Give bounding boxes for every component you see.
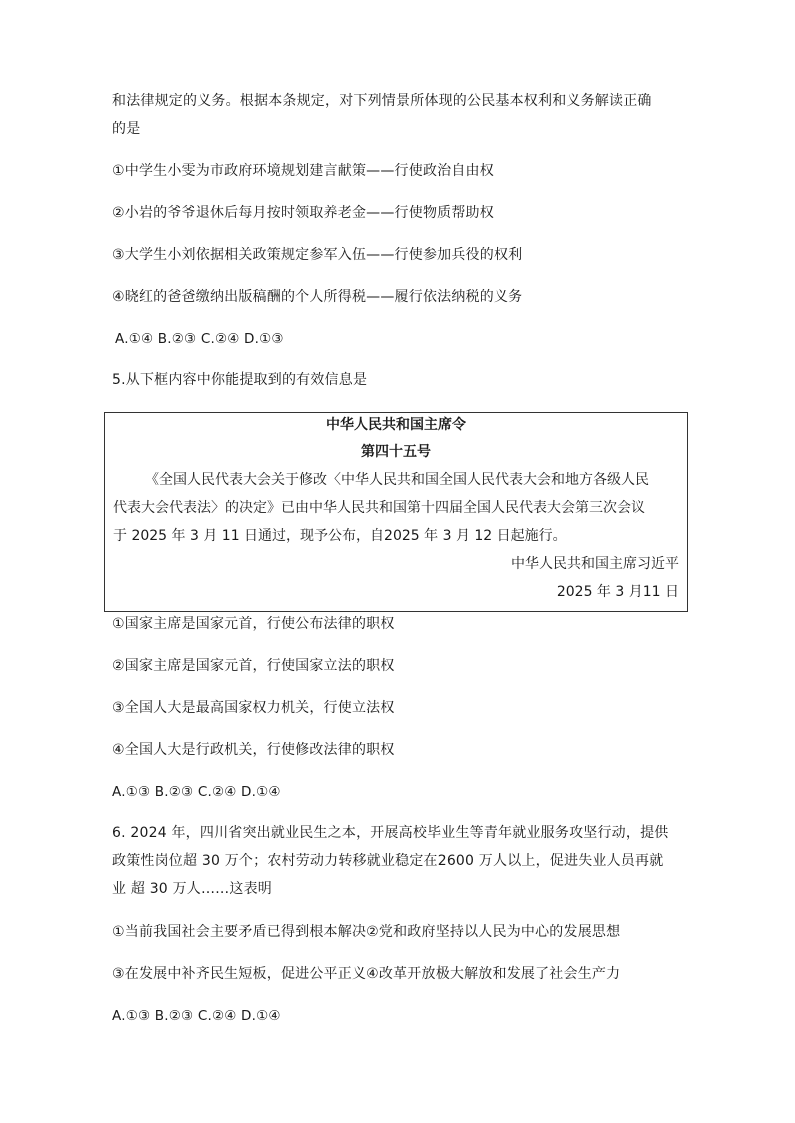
- decree-signature: 中华人民共和国主席习近平: [511, 556, 679, 572]
- q4-stem-line1: 和法律规定的义务。根据本条规定，对下列情景所体现的公民基本权利和义务解读正确: [112, 93, 652, 109]
- decree-title: 中华人民共和国主席令: [326, 417, 466, 433]
- decree-body-line2: 代表大会代表法〉的决定》已由中华人民共和国第十四届全国人民代表大会第三次会议: [113, 500, 645, 516]
- q6-items-line2: ③在发展中补齐民生短板，促进公平正义④改革开放极大解放和发展了社会生产力: [112, 966, 621, 982]
- q6-stem-line1: 6. 2024 年，四川省突出就业民生之本，开展高校毕业生等青年就业服务攻坚行动，提供: [112, 825, 669, 841]
- q5-item-2: ②国家主席是国家元首，行使国家立法的职权: [112, 658, 395, 674]
- q5-options: A.①③ B.②③ C.②④ D.①④: [112, 784, 281, 800]
- q4-item-2: ②小岩的爷爷退休后每月按时领取养老金——行使物质帮助权: [112, 205, 494, 221]
- q5-item-1: ①国家主席是国家元首，行使公布法律的职权: [112, 616, 395, 632]
- q4-item-4: ④晓红的爸爸缴纳出版稿酬的个人所得税——履行依法纳税的义务: [112, 289, 523, 305]
- q6-options: A.①③ B.②③ C.②④ D.①④: [112, 1008, 281, 1024]
- q4-item-1: ①中学生小雯为市政府环境规划建言献策——行使政治自由权: [112, 163, 494, 179]
- decree-body-line1: 《全国人民代表大会关于修改〈中华人民共和国全国人民代表大会和地方各级人民: [145, 472, 649, 488]
- q4-options: A.①④ B.②③ C.②④ D.①③: [115, 331, 284, 347]
- decree-body-line3: 于 2025 年 3 月 11 日通过，现予公布，自2025 年 3 月 12 日起施行。: [113, 528, 567, 544]
- decree-number: 第四十五号: [361, 444, 431, 460]
- q5-item-4: ④全国人大是行政机关，行使修改法律的职权: [112, 742, 395, 758]
- q4-stem-line2: 的是: [112, 121, 141, 137]
- decree-box: [104, 412, 688, 612]
- q4-item-3: ③大学生小刘依据相关政策规定参军入伍——行使参加兵役的权利: [112, 247, 523, 263]
- q6-stem-line2: 政策性岗位超 30 万个；农村劳动力转移就业稳定在2600 万人以上，促进失业人员再就: [112, 853, 664, 869]
- q5-item-3: ③全国人大是最高国家权力机关，行使立法权: [112, 700, 395, 716]
- q6-stem-line3: 业 超 30 万人……这表明: [112, 881, 272, 897]
- decree-date: 2025 年 3 月11 日: [556, 584, 679, 600]
- q5-stem: 5.从下框内容中你能提取到的有效信息是: [112, 372, 368, 388]
- q6-items-line1: ①当前我国社会主要矛盾已得到根本解决②党和政府坚持以人民为中心的发展思想: [112, 924, 621, 940]
